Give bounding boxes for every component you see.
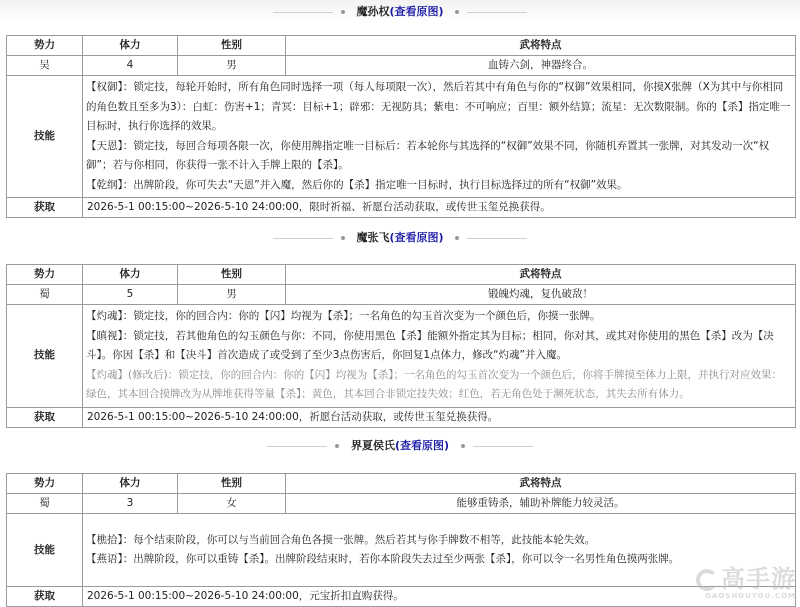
divider-dot [455,10,459,14]
skill-text: 【天恩】：锁定技，每回合每项各限一次，你使用牌指定唯一目标后：若本轮你与其选择的“权御”效果不同，你随机弃置其一张牌，对其发动一次“权御”；若与你相同，你获得一张不计入手牌上限的【杀】。 [86,139,770,171]
gender-value: 男 [178,285,286,305]
skill-text: 【灼魂】：锁定技，你的回合内：你的【闪】均视为【杀】；一名角色的勾玉首次变为一个颜色后，你摸一张牌。 [86,310,601,322]
obtain-row [7,198,796,218]
header-faction: 势力 [7,36,83,56]
hp-value: 5 [83,285,178,305]
obtain-value: 2026-5-1 00:15:00~2026-5-10 24:00:00，限时祈福、祈愿台活动获取，或传世玉玺兑换获得。 [83,198,796,218]
header-gender: 性别 [178,36,286,56]
skills-row [7,514,796,587]
table-header-row [7,36,796,56]
skills-cell [83,514,796,587]
skill-text: 【瞋视】：锁定技，若其他角色的勾玉颜色与你：不同，你使用黑色【杀】能额外指定其为目标；相同，你对其，或其对你使用的黑色【杀】改为【决斗】。你因【杀】和【决斗】首次造成了或受到了至少3点伤害后，你回复1点体力，修改“灼魂”并入魔。 [86,329,774,361]
faction-value: 吴 [7,56,83,76]
skills-label: 技能 [7,305,83,408]
skill-text: 【乾纲】：出牌阶段，你可失去“天恩”并入魔，然后你的【杀】指定唯一目标时，执行目标选择过的所有“权御”效果。 [86,178,628,191]
obtain-label: 获取 [7,407,83,427]
faction-value: 蜀 [7,285,83,305]
divider-line [273,238,333,239]
divider-dot [455,236,459,240]
hp-value: 3 [83,494,178,514]
header-hp: 体力 [83,265,178,285]
modified-skill-text: 【灼魂】(修改后)：锁定技，你的回合内：你的【闪】均视为【杀】；一名角色的勾玉首次变为一个颜色后，你将手牌摸至体力上限，并执行对应效果：绿色，其本回合摸牌改为从牌堆获得等量【杀】；黄色，其本回合非锁定技失效；红色，若无角色处于濒死状态，其失去所有体力。 [86,368,782,400]
section-title-general-2 [0,230,800,246]
divider-dot [341,10,345,14]
skills-label: 技能 [7,76,83,198]
header-gender: 性别 [178,265,286,285]
divider-dot [341,236,345,240]
obtain-label: 获取 [7,587,83,607]
general-table-1 [6,35,796,218]
divider-dot [335,444,339,448]
skill-text: 【权御】：锁定技，每轮开始时，所有角色同时选择一项（每人每项限一次），然后若其中有角色与你的“权御”效果相同，你摸X张牌（X为其中与你相同的角色数且至多为3）：白虹：伤害+1；青冥：目标+1；辟邪：无视防具；紫电：不可响应；百里：额外结算；流星：无次数限制。你的【杀】指定唯一目标时，执行你选择的效果。 [86,81,791,132]
obtain-value: 2026-5-1 00:15:00~2026-5-10 24:00:00，元宝折扣直购获得。 [83,587,796,607]
general-table-3 [6,473,796,607]
skill-text: 【燕语】：出牌阶段，你可以重铸【杀】。出牌阶段结束时，若你本阶段失去过至少两张【杀】，你可以令一名男性角色摸两张牌。 [86,553,680,565]
obtain-row [7,407,796,427]
gender-value: 女 [178,494,286,514]
divider-line [467,12,527,13]
general-name: 界夏侯氏 [350,439,395,452]
features-value: 锻魄灼魂，复仇破敌！ [286,285,796,305]
section-title-general-3 [0,438,800,454]
divider-dot [461,444,465,448]
header-hp: 体力 [83,474,178,494]
view-original-image-link[interactable]: (查看原图) [394,439,450,452]
skills-cell [83,305,796,408]
features-value: 血铸六剑，神器终合。 [286,56,796,76]
general-name: 魔张飞 [356,231,390,244]
divider-line [273,12,333,13]
watermark-subtext: GAOSHOUYOU.COM [705,592,796,600]
general-table-2 [6,264,796,428]
table-row [7,494,796,514]
skill-text: 【樵拾】：每个结束阶段，你可以与当前回合角色各摸一张牌。然后若其与你手牌数不相等，此技能本轮失效。 [86,533,596,546]
table-header-row [7,474,796,494]
divider-line [467,238,527,239]
obtain-value: 2026-5-1 00:15:00~2026-5-10 24:00:00，祈愿台活动获取，或传世玉玺兑换获得。 [83,407,796,427]
watermark-text: 高手游 [721,565,796,593]
divider-line [473,446,533,447]
faction-value: 蜀 [7,494,83,514]
header-faction: 势力 [7,265,83,285]
obtain-label: 获取 [7,198,83,218]
table-header-row [7,265,796,285]
gender-value: 男 [178,56,286,76]
header-gender: 性别 [178,474,286,494]
header-features: 武将特点 [286,474,796,494]
view-original-image-link[interactable]: (查看原图) [389,5,444,18]
skills-cell [83,76,796,198]
table-row [7,56,796,76]
header-hp: 体力 [83,36,178,56]
hp-value: 4 [83,56,178,76]
header-features: 武将特点 [286,265,796,285]
skills-row [7,305,796,408]
header-faction: 势力 [7,474,83,494]
features-value: 能够重铸杀，辅助补牌能力较灵活。 [286,494,796,514]
divider-line [267,446,327,447]
general-name: 魔孙权 [356,5,390,18]
table-row [7,285,796,305]
view-original-image-link[interactable]: (查看原图) [389,231,444,244]
skills-label: 技能 [7,514,83,587]
section-title-general-1 [0,4,800,20]
skills-row [7,76,796,198]
header-features: 武将特点 [286,36,796,56]
